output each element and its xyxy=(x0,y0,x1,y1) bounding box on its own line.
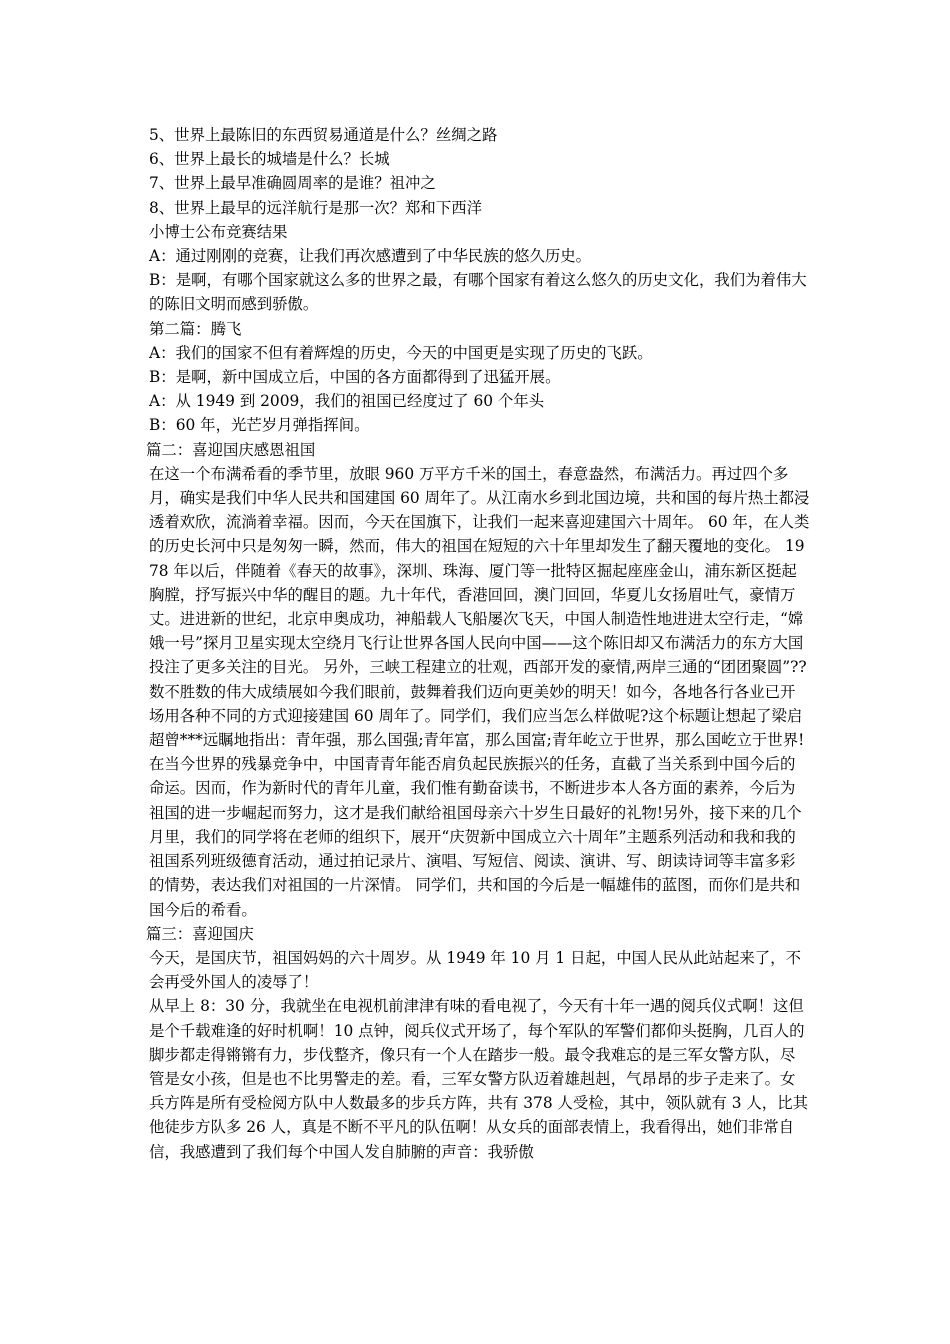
paragraph: B：是啊，有哪个国家就这么多的世界之最，有哪个国家有着这么悠久的历史文化，我们为着伟大的陈旧文明而感到骄傲。 xyxy=(149,271,807,314)
paragraph: 从早上 8：30 分，我就坐在电视机前津津有味的看电视了，今天有十年一遇的阅兵仪式啊！这但是个千载难逢的好时机啊！10 点钟，阅兵仪式开场了，每个军队的军警们都仰头挺胸，几百人的脚步都走得锵锵有力，步伐整齐，像只有一个人在踏步一般。最令我难忘的是三军女警方队，尽管是女小孩，但是也不比男警走的差。看，三军女警方队迈着雄赳赳，气昂昂的步子走来了。女兵方阵是所有受检阅方队中人数最多的步兵方阵，共有 378 人受检，其中，领队就有 3 人，比其他徒步方队多 26 人，真是不断不平凡的队伍啊！从女兵的面部表情上，我看得出，她们非常自信，我感遭到了我们每个中国人发自肺腑的声音：我骄傲 xyxy=(149,997,808,1161)
paragraph: 8、世界上最早的远洋航行是那一次？郑和下西洋 xyxy=(149,198,482,217)
paragraph: B：60 年，光芒岁月弹指挥间。 xyxy=(149,416,370,435)
paragraph: A：从 1949 到 2009，我们的祖国已经度过了 60 个年头 xyxy=(149,392,545,411)
paragraph: 小博士公布竞赛结果 xyxy=(149,222,288,241)
paragraph: 5、世界上最陈旧的东西贸易通道是什么？丝绸之路 xyxy=(149,126,498,144)
paragraph: 在这一个布满希看的季节里，放眼 960 万平方千米的国土，春意盎然，布满活力。再过四个多月，确实是我们中华人民共和国建国 60 周年了。从江南水乡到北国边境，共和国的每片热土都浸透着欢欣，流淌着幸福。因而，今天在国旗下，让我们一起来喜迎建国六十周年。 60 年，在人类的历史长河中只是匆匆一瞬，然而，伟大的祖国在短短的六十年里却发生了翻天覆地的变化。 1978 年以后，伴随着《春天的故事》，深圳、珠海、厦门等一批特区掘起座座金山，浦东新区挺起胸膛，抒写振兴中华的醒目的题。九十年代，香港回回，澳门回回，华夏儿女扬眉吐气，豪情万丈。进进新的世纪，北京申奥成功，神船载人飞船屡次飞天，中国人制造性地进进太空行走，“嫦娥一号”探月卫星实现太空绕月飞行让世界各国人民向中国——这个陈旧却又布满活力的东方大国投注了更多关注的目光。 另外，三峡工程建立的壮观，西部开发的豪情,两岸三通的“团团聚圆”??数不胜数的伟大成绩展如今我们眼前，鼓舞着我们迈向更美妙的明天！如今，各地各行各业已开场用各种不同的方式迎接建国 60 周年了。同学们，我们应当怎么样做呢?这个标题让想起了梁启超曾***远瞩地指出：青年强，那么国强;青年富，那么国富;青年屹立于世界，那么国屹立于世界!在当今世界的残暴竞争中，中国青青年能否肩负起民族振兴的任务，直截了当关系到中国今后的命运。因而，作为新时代的青年儿童，我们惟有勤奋读书，不断进步本人各方面的素养，今后为祖国的进一步崛起而努力，这才是我们献给祖国母亲六十岁生日最好的礼物!另外，接下来的几个月里，我们的同学将在老师的组织下，展开“庆贺新中国成立六十周年”主题系列活动和我和我的祖国系列班级德育活动，通过拍记录片、演唱、写短信、阅读、演讲、写、朗读诗词等丰富多彩的情势，表达我们对祖国的一片深情。 同学们，共和国的今后是一幅雄伟的蓝图，而你们是共和国今后的希看。 xyxy=(149,464,810,919)
paragraph: 6、世界上最长的城墙是什么？长城 xyxy=(149,150,390,169)
paragraph: A：通过刚刚的竞赛，让我们再次感遭到了中华民族的悠久历史。 xyxy=(149,247,592,266)
paragraph: A：我们的国家不但有着辉煌的历史，今天的中国更是实现了历史的飞跃。 xyxy=(149,343,653,362)
paragraph: B：是啊，新中国成立后，中国的各方面都得到了迅猛开展。 xyxy=(149,368,561,387)
paragraph: 7、世界上最早准确圆周率的是谁？祖冲之 xyxy=(149,174,436,193)
paragraph: 篇三：喜迎国庆 xyxy=(146,924,254,943)
paragraph: 第二篇：腾飞 xyxy=(149,319,242,338)
paragraph: 今天，是国庆节，祖国妈妈的六十周岁。从 1949 年 10 月 1 日起，中国人民从此站起来了，不会再受外国人的凌辱了！ xyxy=(149,948,801,992)
document-body xyxy=(146,123,810,1164)
paragraph: 篇二：喜迎国庆感恩祖国 xyxy=(146,440,316,459)
